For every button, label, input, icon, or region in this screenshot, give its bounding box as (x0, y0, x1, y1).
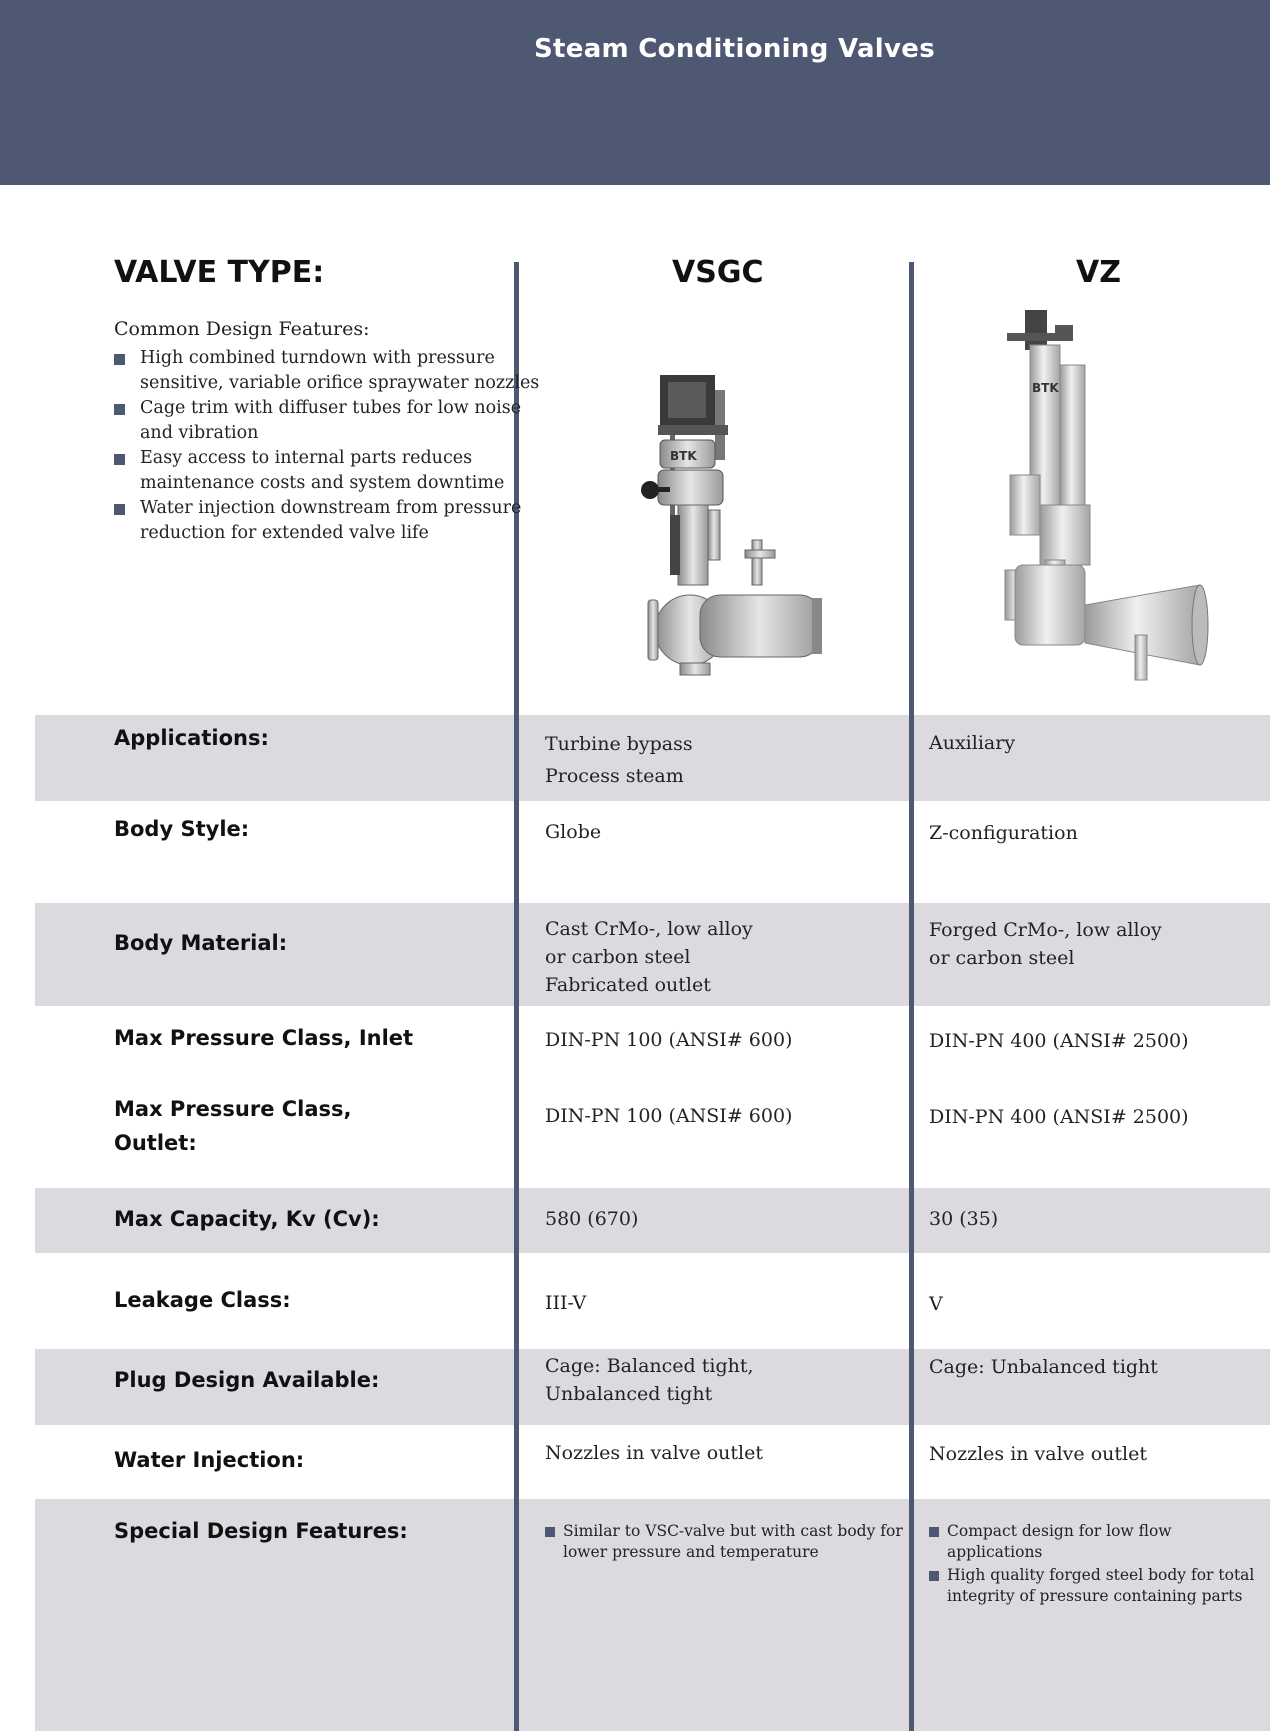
page-title: Steam Conditioning Valves (534, 34, 935, 64)
cell-vsgc-leakage-class: III-V (545, 1292, 587, 1314)
vsgc-brand-mark: BTK (670, 449, 697, 463)
vz-brand-mark: BTK (1032, 381, 1059, 395)
cell-vz-leakage-class: V (929, 1293, 943, 1315)
cell-vsgc-special-features (545, 1521, 903, 1565)
bullet-square-icon (545, 1527, 555, 1537)
common-features-heading: Common Design Features: (114, 318, 370, 340)
cell-vz-water-injection: Nozzles in valve outlet (929, 1443, 1147, 1465)
vz-valve-image (985, 305, 1235, 705)
bullet-square-icon (114, 354, 125, 365)
list-item: Water injection downstream from pressure reduction for extended valve life (112, 496, 539, 546)
cell-vz-max-capacity: 30 (35) (929, 1208, 999, 1230)
valve-type-label: VALVE TYPE: (114, 255, 325, 290)
row-label-applications: Applications: (114, 726, 269, 750)
bullet-square-icon (114, 504, 125, 515)
cell-vsgc-body-style: Globe (545, 821, 602, 843)
cell-vz-plug-design: Cage: Unbalanced tight (929, 1356, 1158, 1378)
row-label-pressure-inlet: Max Pressure Class, Inlet (114, 1026, 414, 1050)
bullet-square-icon (929, 1571, 939, 1581)
row-label-plug-design: Plug Design Available: (114, 1368, 380, 1392)
list-item: Easy access to internal parts reduces maintenance costs and system downtime (112, 446, 539, 496)
cell-vz-pressure-outlet: DIN-PN 400 (ANSI# 2500) (929, 1106, 1189, 1128)
bullet-square-icon (114, 454, 125, 465)
cell-vsgc-pressure-inlet: DIN-PN 100 (ANSI# 600) (545, 1029, 793, 1051)
column-header-vz: VZ (1076, 255, 1121, 290)
bullet-square-icon (929, 1527, 939, 1537)
list-item: Similar to VSC-valve but with cast body for lower pressure and temperature (545, 1521, 903, 1563)
row-label-pressure-outlet: Max Pressure Class, Outlet: (114, 1097, 352, 1155)
common-features-list (112, 346, 539, 546)
row-label-body-material: Body Material: (114, 931, 288, 955)
row-label-water-injection: Water Injection: (114, 1448, 305, 1472)
cell-vz-body-material: Forged CrMo-, low alloy or carbon steel (929, 919, 1162, 969)
cell-vsgc-pressure-outlet: DIN-PN 100 (ANSI# 600) (545, 1105, 793, 1127)
row-label-body-style: Body Style: (114, 817, 250, 841)
list-item: High quality forged steel body for total integrity of pressure containing parts (929, 1565, 1270, 1607)
cell-vsgc-applications: Turbine bypass Process steam (545, 733, 693, 787)
list-item: High combined turndown with pressure sensitive, variable orifice spraywater nozzles (112, 346, 539, 396)
row-label-special-features: Special Design Features: (114, 1519, 408, 1543)
cell-vsgc-plug-design: Cage: Balanced tight, Unbalanced tight (545, 1355, 754, 1405)
cell-vz-body-style: Z-configuration (929, 822, 1078, 844)
cell-vsgc-max-capacity: 580 (670) (545, 1208, 639, 1230)
vsgc-valve-image (640, 370, 840, 680)
cell-vsgc-water-injection: Nozzles in valve outlet (545, 1442, 763, 1464)
header-banner (0, 0, 1270, 185)
list-item: Cage trim with diffuser tubes for low noise and vibration (112, 396, 539, 446)
column-header-vsgc: VSGC (672, 255, 764, 290)
row-label-leakage-class: Leakage Class: (114, 1288, 291, 1312)
cell-vsgc-body-material: Cast CrMo-, low alloy or carbon steel Fabricated outlet (545, 918, 753, 996)
cell-vz-pressure-inlet: DIN-PN 400 (ANSI# 2500) (929, 1030, 1189, 1052)
list-item: Compact design for low flow applications (929, 1521, 1270, 1563)
row-label-max-capacity: Max Capacity, Kv (Cv): (114, 1207, 380, 1231)
column-divider-right (909, 262, 914, 1731)
bullet-square-icon (114, 404, 125, 415)
cell-vz-special-features (929, 1521, 1270, 1609)
cell-vz-applications: Auxiliary (929, 732, 1016, 754)
